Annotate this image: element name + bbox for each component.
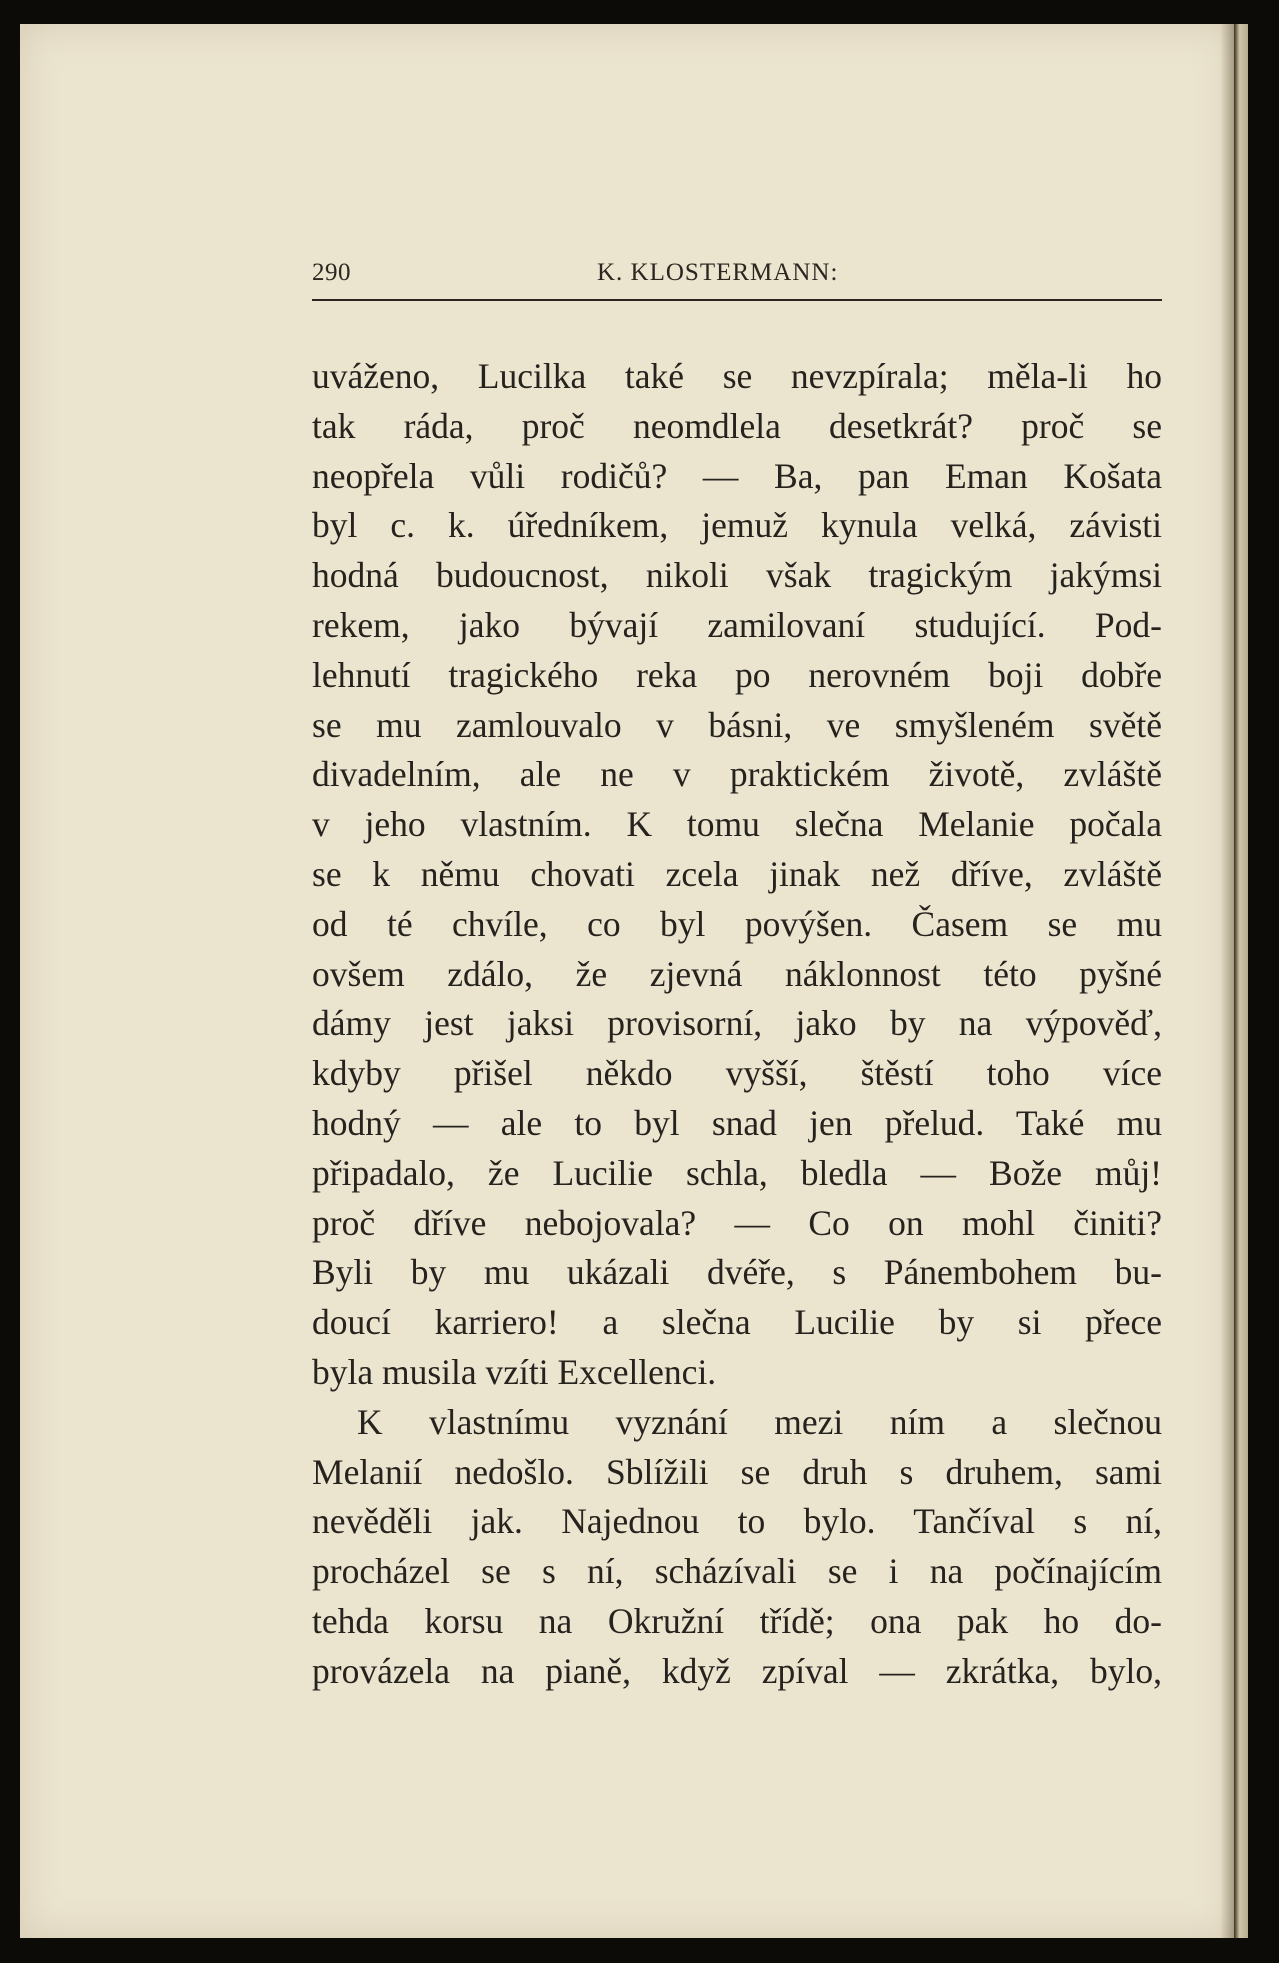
body-text: [312, 352, 1162, 1697]
text-line: tehda korsu na Okružní třídě; ona pak ho do-: [312, 1600, 1162, 1641]
text-line: od té chvíle, co byl povýšen. Časem se mu: [312, 903, 1162, 944]
text-line: byla musila vzíti Excellenci.: [312, 1351, 717, 1392]
text-line: lehnutí tragického reka po nerovném boji dobře: [312, 654, 1162, 695]
text-line: ovšem zdálo, že zjevná náklonnost této pyšné: [312, 953, 1162, 994]
text-line: se k němu chovati zcela jinak než dříve, zvláště: [312, 853, 1162, 894]
page-edge: [1234, 24, 1248, 1938]
text-line: Byli by mu ukázali dvéře, s Pánembohem bu-: [312, 1252, 1162, 1293]
text-line: provázela na pianě, když zpíval — zkrátka, bylo,: [312, 1650, 1162, 1691]
text-line: hodný — ale to byl snad jen přelud. Také mu: [312, 1102, 1162, 1143]
text-line: uváženo, Lucilka také se nevzpírala; měla-li ho: [312, 356, 1162, 396]
text-line: v jeho vlastním. K tomu slečna Melanie počala: [312, 804, 1162, 845]
text-line: tak ráda, proč neomdlela desetkrát? proč se: [312, 405, 1162, 446]
text-line: neopřela vůli rodičů? — Ba, pan Eman Košata: [312, 455, 1162, 496]
running-head: K. KLOSTERMANN:: [597, 259, 839, 286]
page-gutter-shadow: [1220, 24, 1234, 1938]
text-line: byl c. k. úředníkem, jemuž kynula velká, závisti: [312, 505, 1162, 546]
text-line: procházel se s ní, scházívali se i na počínajícím: [312, 1551, 1162, 1592]
text-line: divadelním, ale ne v praktickém životě, zvláště: [312, 754, 1162, 795]
text-line: se mu zamlouvalo v básni, ve smyšleném světě: [312, 704, 1162, 745]
text-line: doucí karriero! a slečna Lucilie by si přece: [312, 1302, 1162, 1343]
page-number: 290: [312, 259, 351, 286]
text-line: dámy jest jaksi provisorní, jako by na výpověď,: [312, 1003, 1162, 1044]
text-line: K vlastnímu vyznání mezi ním a slečnou: [357, 1401, 1162, 1442]
text-line: Melanií nedošlo. Sblížili se druh s druhem, sami: [312, 1451, 1162, 1492]
text-line: hodná budoucnost, nikoli však tragickým jakýmsi: [312, 555, 1162, 596]
page-header: [312, 255, 1162, 301]
text-line: nevěděli jak. Najednou to bylo. Tančíval s ní,: [312, 1501, 1162, 1542]
text-line: připadalo, že Lucilie schla, bledla — Bože můj!: [312, 1152, 1162, 1193]
text-line: rekem, jako bývají zamilovaní studující. Pod-: [312, 604, 1162, 645]
text-line: kdyby přišel někdo vyšší, štěstí toho více: [312, 1053, 1162, 1094]
text-line: proč dříve nebojovala? — Co on mohl činiti?: [312, 1202, 1162, 1243]
